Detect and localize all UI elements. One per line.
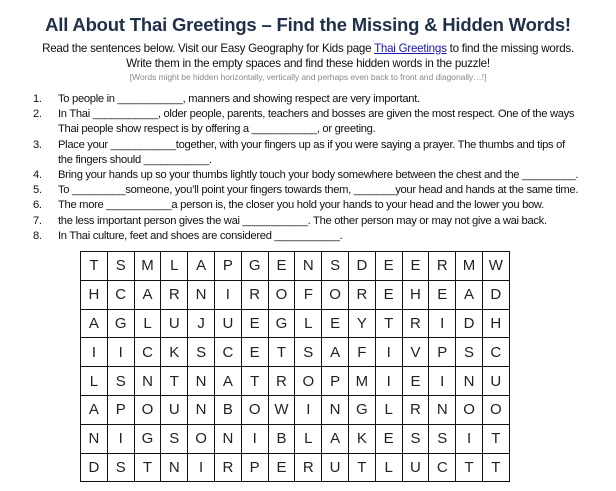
question-list xyxy=(0,92,616,244)
grid-cell[interactable]: O xyxy=(241,395,268,424)
grid-cell[interactable]: T xyxy=(268,338,295,367)
grid-cell[interactable]: M xyxy=(456,252,483,281)
grid-cell[interactable]: H xyxy=(81,280,108,309)
grid-cell[interactable]: C xyxy=(134,338,161,367)
grid-cell[interactable]: B xyxy=(268,424,295,453)
question-number: 6. xyxy=(33,199,42,212)
grid-row xyxy=(81,280,510,309)
grid-cell[interactable]: N xyxy=(134,367,161,396)
grid-cell[interactable]: T xyxy=(348,453,375,482)
grid-cell[interactable]: F xyxy=(295,280,322,309)
grid-row xyxy=(81,395,510,424)
grid-cell[interactable]: K xyxy=(348,424,375,453)
grid-cell[interactable]: T xyxy=(456,453,483,482)
grid-cell[interactable]: M xyxy=(134,252,161,281)
grid-cell[interactable]: G xyxy=(134,424,161,453)
grid-cell[interactable]: I xyxy=(375,367,402,396)
grid-cell[interactable]: G xyxy=(268,309,295,338)
thai-greetings-link[interactable]: Thai Greetings xyxy=(374,42,447,55)
grid-cell[interactable]: C xyxy=(429,453,456,482)
grid-cell[interactable]: E xyxy=(241,309,268,338)
grid-cell[interactable]: L xyxy=(375,395,402,424)
grid-cell[interactable]: S xyxy=(456,338,483,367)
grid-cell[interactable]: E xyxy=(375,252,402,281)
grid-cell[interactable]: A xyxy=(322,424,349,453)
question-text: To people in ___________, manners and showing respect are very important. xyxy=(58,93,420,105)
grid-cell[interactable]: I xyxy=(375,338,402,367)
grid-cell[interactable]: N xyxy=(188,395,215,424)
grid-cell[interactable]: T xyxy=(482,453,509,482)
grid-cell[interactable]: N xyxy=(295,252,322,281)
question-text: the less important person gives the wai ___________. The other person may or may not give a wai back. xyxy=(58,214,547,227)
grid-cell[interactable]: A xyxy=(81,395,108,424)
grid-cell[interactable]: E xyxy=(429,280,456,309)
grid-cell[interactable]: A xyxy=(456,280,483,309)
grid-cell[interactable]: U xyxy=(322,453,349,482)
question-text: In Thai culture, feet and shoes are considered ___________. xyxy=(58,229,343,242)
grid-cell[interactable]: G xyxy=(348,395,375,424)
grid-cell[interactable]: L xyxy=(161,252,188,281)
grid-cell[interactable]: N xyxy=(81,424,108,453)
question-number: 4. xyxy=(33,168,42,181)
grid-cell[interactable]: U xyxy=(214,309,241,338)
question-text: In Thai ___________, older people, parents, teachers and bosses are given the most respect. One of the ways xyxy=(58,108,575,121)
grid-cell[interactable]: D xyxy=(81,453,108,482)
grid-cell[interactable]: A xyxy=(214,367,241,396)
grid-cell[interactable]: G xyxy=(107,309,134,338)
grid-cell[interactable]: I xyxy=(429,309,456,338)
grid-cell[interactable]: A xyxy=(188,252,215,281)
grid-cell[interactable]: S xyxy=(107,367,134,396)
grid-cell[interactable]: C xyxy=(482,338,509,367)
grid-cell[interactable]: S xyxy=(429,424,456,453)
grid-cell[interactable]: L xyxy=(134,309,161,338)
question-item xyxy=(0,198,616,213)
question-text-continued: the fingers should ___________. xyxy=(58,153,212,166)
grid-cell[interactable]: L xyxy=(81,367,108,396)
page-title: All About Thai Greetings – Find the Missing & Hidden Words! xyxy=(45,14,571,35)
question-text: The more ___________a person is, the closer you hold your hands to your head and the lower you bow. xyxy=(58,199,544,212)
grid-row xyxy=(81,424,510,453)
grid-cell[interactable]: H xyxy=(482,309,509,338)
grid-cell[interactable]: O xyxy=(295,367,322,396)
grid-cell[interactable]: S xyxy=(295,338,322,367)
grid-cell[interactable]: O xyxy=(268,280,295,309)
grid-cell[interactable]: P xyxy=(107,395,134,424)
question-text-continued: Thai people show respect is by offering a ___________, or greeting. xyxy=(58,123,376,136)
grid-cell[interactable]: U xyxy=(482,367,509,396)
grid-cell[interactable]: M xyxy=(348,367,375,396)
grid-cell[interactable]: L xyxy=(295,424,322,453)
grid-cell[interactable]: N xyxy=(456,367,483,396)
question-number: 3. xyxy=(33,138,42,151)
grid-cell[interactable]: E xyxy=(322,309,349,338)
grid-cell[interactable]: P xyxy=(214,252,241,281)
grid-row xyxy=(81,309,510,338)
question-text: To _________someone, you’ll point your fingers towards them, _______your head and hands at the same time. xyxy=(58,184,579,197)
grid-cell[interactable]: R xyxy=(429,252,456,281)
question-number: 5. xyxy=(33,184,42,197)
grid-cell[interactable]: T xyxy=(161,367,188,396)
word-search-grid xyxy=(80,251,510,482)
grid-cell[interactable]: I xyxy=(214,280,241,309)
question-item xyxy=(0,92,616,107)
grid-cell[interactable]: W xyxy=(268,395,295,424)
grid-cell[interactable]: D xyxy=(456,309,483,338)
grid-cell[interactable]: E xyxy=(402,252,429,281)
question-number: 2. xyxy=(33,108,42,121)
grid-cell[interactable]: S xyxy=(161,424,188,453)
intro-text-before-link: Read the sentences below. Visit our Easy Geography for Kids page xyxy=(42,42,375,55)
grid-cell[interactable]: P xyxy=(429,338,456,367)
grid-cell[interactable]: B xyxy=(214,395,241,424)
grid-cell[interactable]: C xyxy=(107,280,134,309)
grid-cell[interactable]: W xyxy=(482,252,509,281)
grid-cell[interactable]: O xyxy=(322,280,349,309)
grid-cell[interactable]: S xyxy=(107,453,134,482)
grid-row xyxy=(81,453,510,482)
grid-cell[interactable]: E xyxy=(375,424,402,453)
grid-cell[interactable]: S xyxy=(322,252,349,281)
question-item xyxy=(0,214,616,229)
grid-cell[interactable]: N xyxy=(322,395,349,424)
question-text: Bring your hands up so your thumbs lightly touch your body somewhere between the chest and the _________. xyxy=(58,168,579,181)
grid-cell[interactable]: N xyxy=(161,453,188,482)
grid-cell[interactable]: T xyxy=(81,252,108,281)
grid-cell[interactable]: I xyxy=(107,424,134,453)
grid-cell[interactable]: U xyxy=(161,395,188,424)
grid-cell[interactable]: P xyxy=(241,453,268,482)
grid-cell[interactable]: A xyxy=(322,338,349,367)
grid-cell[interactable]: U xyxy=(161,309,188,338)
grid-cell[interactable]: H xyxy=(402,280,429,309)
grid-cell[interactable]: E xyxy=(375,280,402,309)
grid-cell[interactable]: I xyxy=(429,367,456,396)
grid-cell[interactable]: E xyxy=(402,367,429,396)
grid-cell[interactable]: E xyxy=(241,338,268,367)
grid-cell[interactable]: L xyxy=(295,309,322,338)
question-item xyxy=(0,168,616,183)
question-item xyxy=(0,183,616,198)
intro-line-2: Write them in the empty spaces and find these hidden words in the puzzle! xyxy=(126,57,490,70)
grid-cell[interactable]: A xyxy=(134,280,161,309)
grid-cell[interactable]: R xyxy=(348,280,375,309)
grid-cell[interactable]: I xyxy=(241,424,268,453)
grid-row xyxy=(81,252,510,281)
grid-cell[interactable]: F xyxy=(348,338,375,367)
grid-cell[interactable]: O xyxy=(482,395,509,424)
question-number: 8. xyxy=(33,229,42,242)
grid-cell[interactable]: J xyxy=(188,309,215,338)
grid-cell[interactable]: R xyxy=(402,309,429,338)
intro-text-after-link: to find the missing words. xyxy=(446,42,574,55)
grid-cell[interactable]: I xyxy=(456,424,483,453)
grid-cell[interactable]: E xyxy=(268,252,295,281)
grid-cell[interactable]: I xyxy=(188,453,215,482)
grid-cell[interactable]: N xyxy=(214,424,241,453)
hint-note: [Words might be hidden horizontally, vertically and perhaps even back to front and diagonally…!] xyxy=(129,72,487,82)
grid-cell[interactable]: N xyxy=(188,367,215,396)
intro-line-1 xyxy=(0,42,616,55)
question-number: 7. xyxy=(33,214,42,227)
grid-cell[interactable]: I xyxy=(107,338,134,367)
grid-cell[interactable]: S xyxy=(188,338,215,367)
grid-cell[interactable]: D xyxy=(348,252,375,281)
grid-cell[interactable]: T xyxy=(482,424,509,453)
grid-cell[interactable]: O xyxy=(456,395,483,424)
grid-cell[interactable]: N xyxy=(188,280,215,309)
grid-row xyxy=(81,367,510,396)
question-number: 1. xyxy=(33,93,42,105)
grid-cell[interactable]: I xyxy=(295,395,322,424)
grid-cell[interactable]: C xyxy=(214,338,241,367)
grid-cell[interactable]: I xyxy=(81,338,108,367)
grid-cell[interactable]: K xyxy=(161,338,188,367)
grid-cell[interactable]: P xyxy=(322,367,349,396)
grid-row xyxy=(81,338,510,367)
question-item xyxy=(0,229,616,244)
grid-cell[interactable]: R xyxy=(295,453,322,482)
grid-cell[interactable]: R xyxy=(214,453,241,482)
grid-cell[interactable]: V xyxy=(402,338,429,367)
grid-cell[interactable]: O xyxy=(134,395,161,424)
grid-cell[interactable]: T xyxy=(241,367,268,396)
grid-cell[interactable]: N xyxy=(429,395,456,424)
grid-cell[interactable]: E xyxy=(268,453,295,482)
question-item xyxy=(0,138,616,168)
grid-cell[interactable]: G xyxy=(241,252,268,281)
grid-cell[interactable]: D xyxy=(482,280,509,309)
grid-cell[interactable]: S xyxy=(402,424,429,453)
grid-cell[interactable]: L xyxy=(375,453,402,482)
grid-cell[interactable]: R xyxy=(161,280,188,309)
question-item xyxy=(0,107,616,137)
grid-cell[interactable]: T xyxy=(134,453,161,482)
grid-cell[interactable]: R xyxy=(268,367,295,396)
grid-cell[interactable]: O xyxy=(188,424,215,453)
grid-cell[interactable]: R xyxy=(241,280,268,309)
grid-cell[interactable]: R xyxy=(402,395,429,424)
grid-cell[interactable]: T xyxy=(375,309,402,338)
grid-cell[interactable]: S xyxy=(107,252,134,281)
grid-cell[interactable]: A xyxy=(81,309,108,338)
question-text: Place your ___________together, with your fingers up as if you were saying a prayer. The thumbs and tips of xyxy=(58,138,565,151)
grid-cell[interactable]: U xyxy=(402,453,429,482)
grid-cell[interactable]: Y xyxy=(348,309,375,338)
